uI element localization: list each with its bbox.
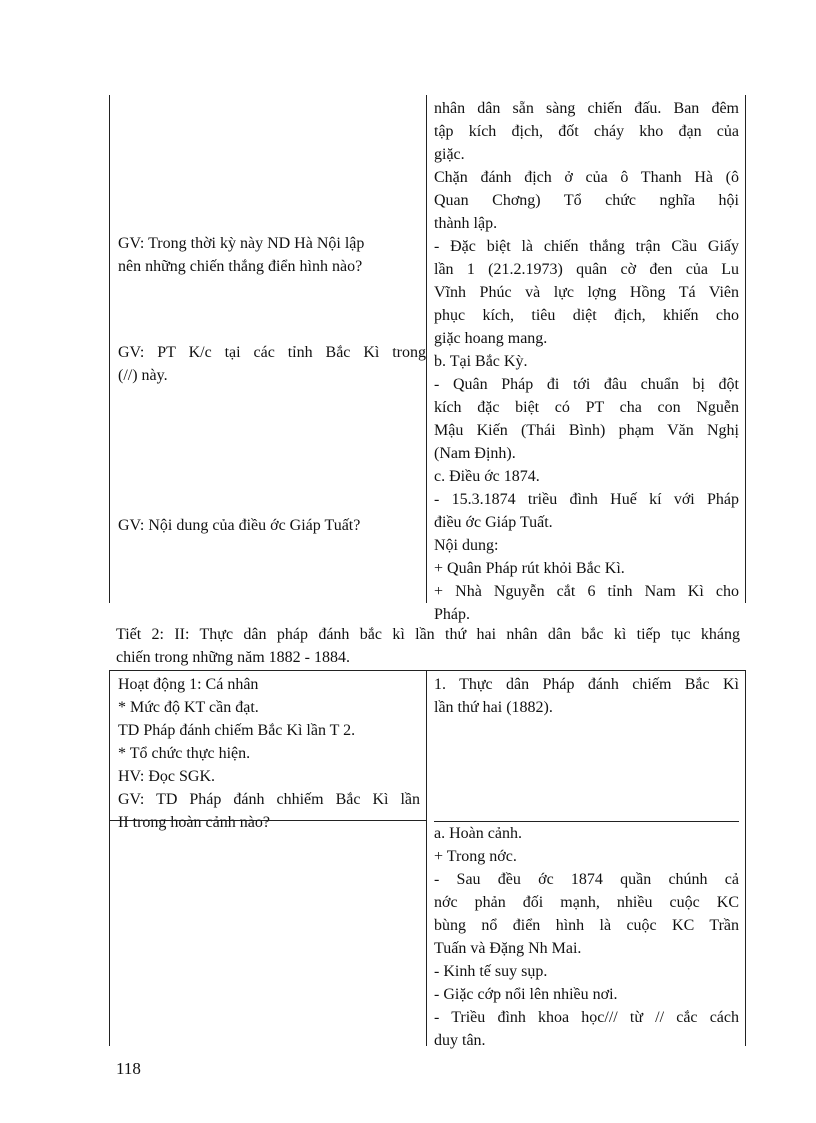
activity-line: HV: Đọc SGK.	[118, 768, 216, 785]
answer-line: - Sau đều ớc 1874 quần chúnh cả	[434, 871, 739, 888]
answer-line: lần 1 (21.2.1973) quân cờ đen của Lu	[434, 261, 739, 278]
section-heading	[116, 623, 740, 669]
table-right-column	[427, 95, 746, 623]
answer-line: 1. Thực dân Pháp đánh chiếm Bắc Kì	[434, 676, 739, 693]
answer-line: - Triều đình khoa học/// từ // cắc cách	[434, 1009, 739, 1026]
answer-line: (Nam Định).	[434, 445, 516, 462]
question-line: (//) này.	[118, 367, 168, 384]
answer-line: điều ớc Giáp Tuất.	[434, 514, 553, 531]
answer-line: c. Điều ớc 1874.	[434, 468, 540, 485]
answer-line: Nội dung:	[434, 537, 499, 554]
table-left-column	[109, 671, 427, 1046]
answer-line: Vĩnh Phúc và lực lợng Hồng Tá Viên	[434, 284, 739, 301]
answer-line: - Giặc cớp nổi lên nhiều nơi.	[434, 986, 618, 1003]
answer-line: thành lập.	[434, 215, 498, 232]
question-line: GV: PT K/c tại các tỉnh Bắc Kì trong	[118, 344, 426, 361]
answer-line: phục kích, tiêu diệt địch, khiến cho	[434, 307, 739, 324]
answer-line: + Quân Pháp rút khỏi Bắc Kì.	[434, 560, 625, 577]
answer-line: giặc hoang mang.	[434, 330, 548, 347]
answer-line: lần thứ hai (1882).	[434, 699, 553, 716]
answer-line: Quan Chơng) Tổ chức nghĩa hội	[434, 192, 739, 209]
answer-line: b. Tại Bắc Kỳ.	[434, 353, 528, 370]
answer-line: + Trong nớc.	[434, 848, 517, 865]
answer-line: Chặn đánh địch ở của ô Thanh Hà (ô	[434, 169, 739, 186]
answer-line: - Kinh tế suy sụp.	[434, 963, 548, 980]
answer-line: duy tân.	[434, 1032, 486, 1049]
table-left-column	[109, 95, 427, 603]
row-divider	[109, 820, 427, 821]
answer-line: - 15.3.1874 triều đình Huế kí với Pháp	[434, 491, 739, 508]
activity-line: TD Pháp đánh chiếm Bắc Kì lần T 2.	[118, 722, 356, 739]
activity-line: * Tổ chức thực hiện.	[118, 745, 251, 762]
question-block	[118, 514, 426, 537]
activity-line: Hoạt động 1: Cá nhân	[118, 676, 259, 693]
answer-line: nớc phản đối mạnh, nhiều cuộc KC	[434, 894, 739, 911]
answer-line: bùng nổ điển hình là cuộc KC Trần	[434, 917, 739, 934]
activity-line: GV: TD Pháp đánh chhiếm Bắc Kì lần	[118, 791, 420, 808]
question-line: nên những chiến thắng điển hình nào?	[118, 258, 363, 275]
activity-line: * Mức độ KT cần đạt.	[118, 699, 259, 716]
answer-line: Pháp.	[434, 606, 470, 623]
answer-line: kích đặc biệt có PT cha con Nguễn	[434, 399, 739, 416]
right-top-cell	[434, 671, 739, 821]
table-continued	[109, 95, 746, 623]
lesson-table	[109, 670, 746, 1049]
page-number: 118	[116, 1059, 141, 1078]
section-heading-line: chiến trong những năm 1882 - 1884.	[116, 649, 350, 666]
answer-line: - Quân Pháp đi tới đâu chuẩn bị đột	[434, 376, 739, 393]
answer-line: nhân dân sẵn sàng chiến đấu. Ban đêm	[434, 100, 739, 117]
answer-line: a. Hoàn cảnh.	[434, 825, 522, 842]
right-bottom-cell	[434, 821, 739, 1052]
activity-line: II trong hoàn cảnh nào?	[118, 814, 270, 831]
answer-line: Mậu Kiến (Thái Bình) phạm Văn Nghị	[434, 422, 739, 439]
question-line: GV: Trong thời kỳ này ND Hà Nội lập	[118, 235, 365, 252]
answer-line: + Nhà Nguyễn cắt 6 tỉnh Nam Kì cho	[434, 583, 739, 600]
answer-line: giặc.	[434, 146, 465, 163]
question-line: GV: Nội dung của điều ớc Giáp Tuất?	[118, 517, 361, 534]
question-block	[118, 341, 426, 387]
table-right-column	[427, 671, 746, 1049]
answer-line: - Đặc biệt là chiến thắng trận Cầu Giấy	[434, 238, 739, 255]
question-block	[118, 232, 426, 278]
answer-line: Tuấn và Đặng Nh Mai.	[434, 940, 582, 957]
section-heading-line: Tiết 2: II: Thực dân pháp đánh bắc kì lần thứ hai nhân dân bắc kì tiếp tục kháng	[116, 626, 740, 643]
answer-line: tập kích địch, đốt cháy kho đạn của	[434, 123, 739, 140]
